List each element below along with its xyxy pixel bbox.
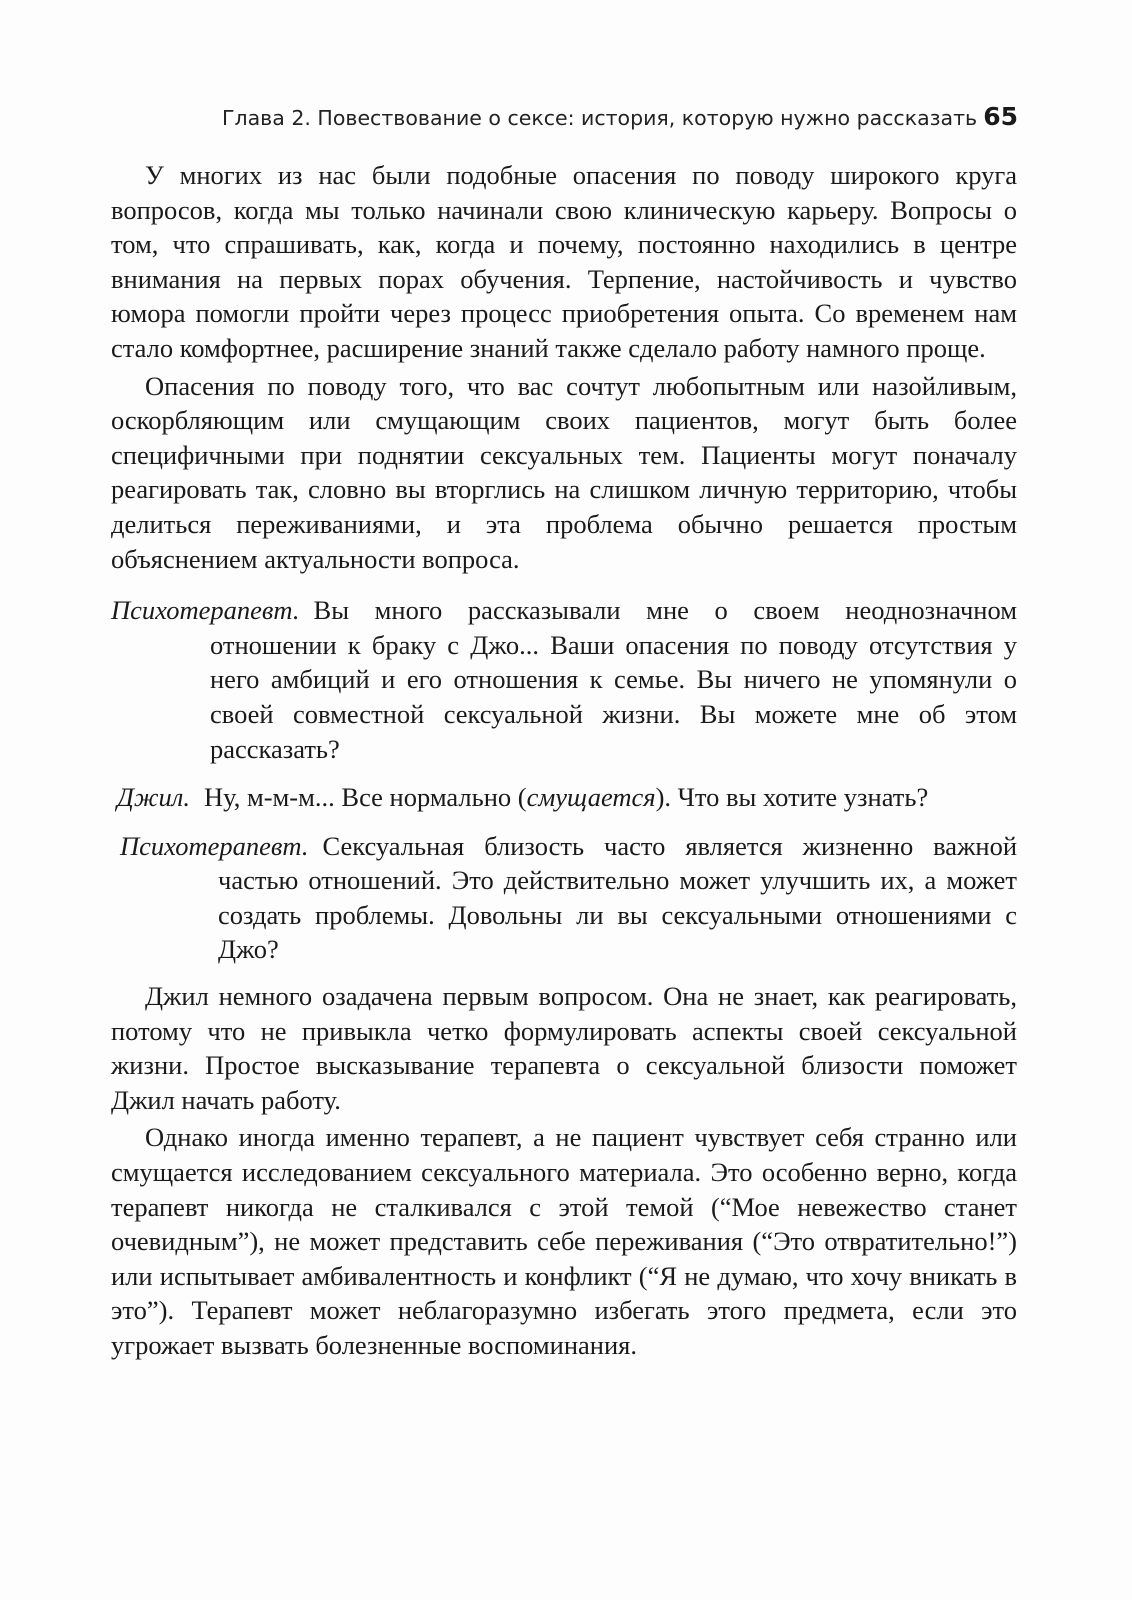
dialog-line-jill: [111, 780, 1017, 815]
dialog-text: Вы много рассказывали мне о своем неоднозначном отношении к браку с Джо... Ваши опасения по поводу отсутствия у него амбиций и его отношения к семье. Вы ничего не упомянули о своей совместной сексуальной жизни. Вы можете мне об этом рассказать?: [210, 595, 1017, 764]
stage-direction: смущается: [526, 782, 656, 813]
dialog-text: Ну, м-м-м... Все нормально (: [203, 782, 527, 813]
speaker-label: Психотерапевт.: [120, 830, 309, 861]
running-header: [222, 100, 1018, 140]
dialog-line-therapist-2: [111, 829, 1017, 967]
speaker-label: Джил.: [117, 782, 190, 813]
speaker-label: Психотерапевт.: [111, 595, 300, 626]
paragraph-4: Однако иногда именно терапевт, а не пациент чувствует себя странно или смущается исследованием сексуального материала. Это особенно верно, когда терапевт никогда не сталкивался с этой темой (“Мое невежество станет очевидным”), не может представить себе переживания (“Это отвратительно!”) или испытывает амбивалентность и конфликт (“Я не думаю, что хочу вникать в это”). Терапевт может неблагоразумно избегать этого предмета, если это угрожает вызвать болезненные воспоминания.: [111, 1122, 1017, 1360]
paragraph-3: Джил немного озадачена первым вопросом. Она не знает, как реагировать, потому что не привыкла четко формулировать аспекты своей сексуальной жизни. Простое высказывание терапевта о сексуальной близости поможет Джил начать работу.: [111, 981, 1017, 1115]
running-title: Глава 2. Повествование о сексе: история, которую нужно рассказать: [222, 106, 978, 130]
paragraph-2: Опасения по поводу того, что вас сочтут любопытным или назойливым, оскорбляющим или смущающим своих пациентов, могут быть более специфичными при поднятии сексуальных тем. Пациенты могут поначалу реагировать так, словно вы вторглись на слишком личную территорию, чтобы делиться переживаниями, и эта проблема обычно решается простым объяснением актуальности вопроса.: [111, 370, 1017, 574]
dialog-text: ). Что вы хотите узнать?: [655, 782, 929, 813]
dialog-text: Сексуальная близость часто является жизненно важной частью отношений. Это действительно может улучшить их, а может создать проблемы. Довольны ли вы сексуальными отношениями с Джо?: [218, 830, 1017, 965]
paragraph-1: У многих из нас были подобные опасения по поводу широкого круга вопросов, когда мы только начинали свою клиническую карьеру. Вопросы о том, что спрашивать, как, когда и почему, постоянно находились в центре внимания на первых порах обучения. Терпение, настойчивость и чувство юмора помогли пройти через процесс приобретения опыта. Со временем нам стало комфортнее, расширение знаний также сделало работу намного проще.: [111, 160, 1017, 363]
body-text: [111, 158, 1017, 1366]
page-number: 65: [983, 102, 1018, 131]
dialog-line-therapist-1: [111, 593, 1017, 766]
